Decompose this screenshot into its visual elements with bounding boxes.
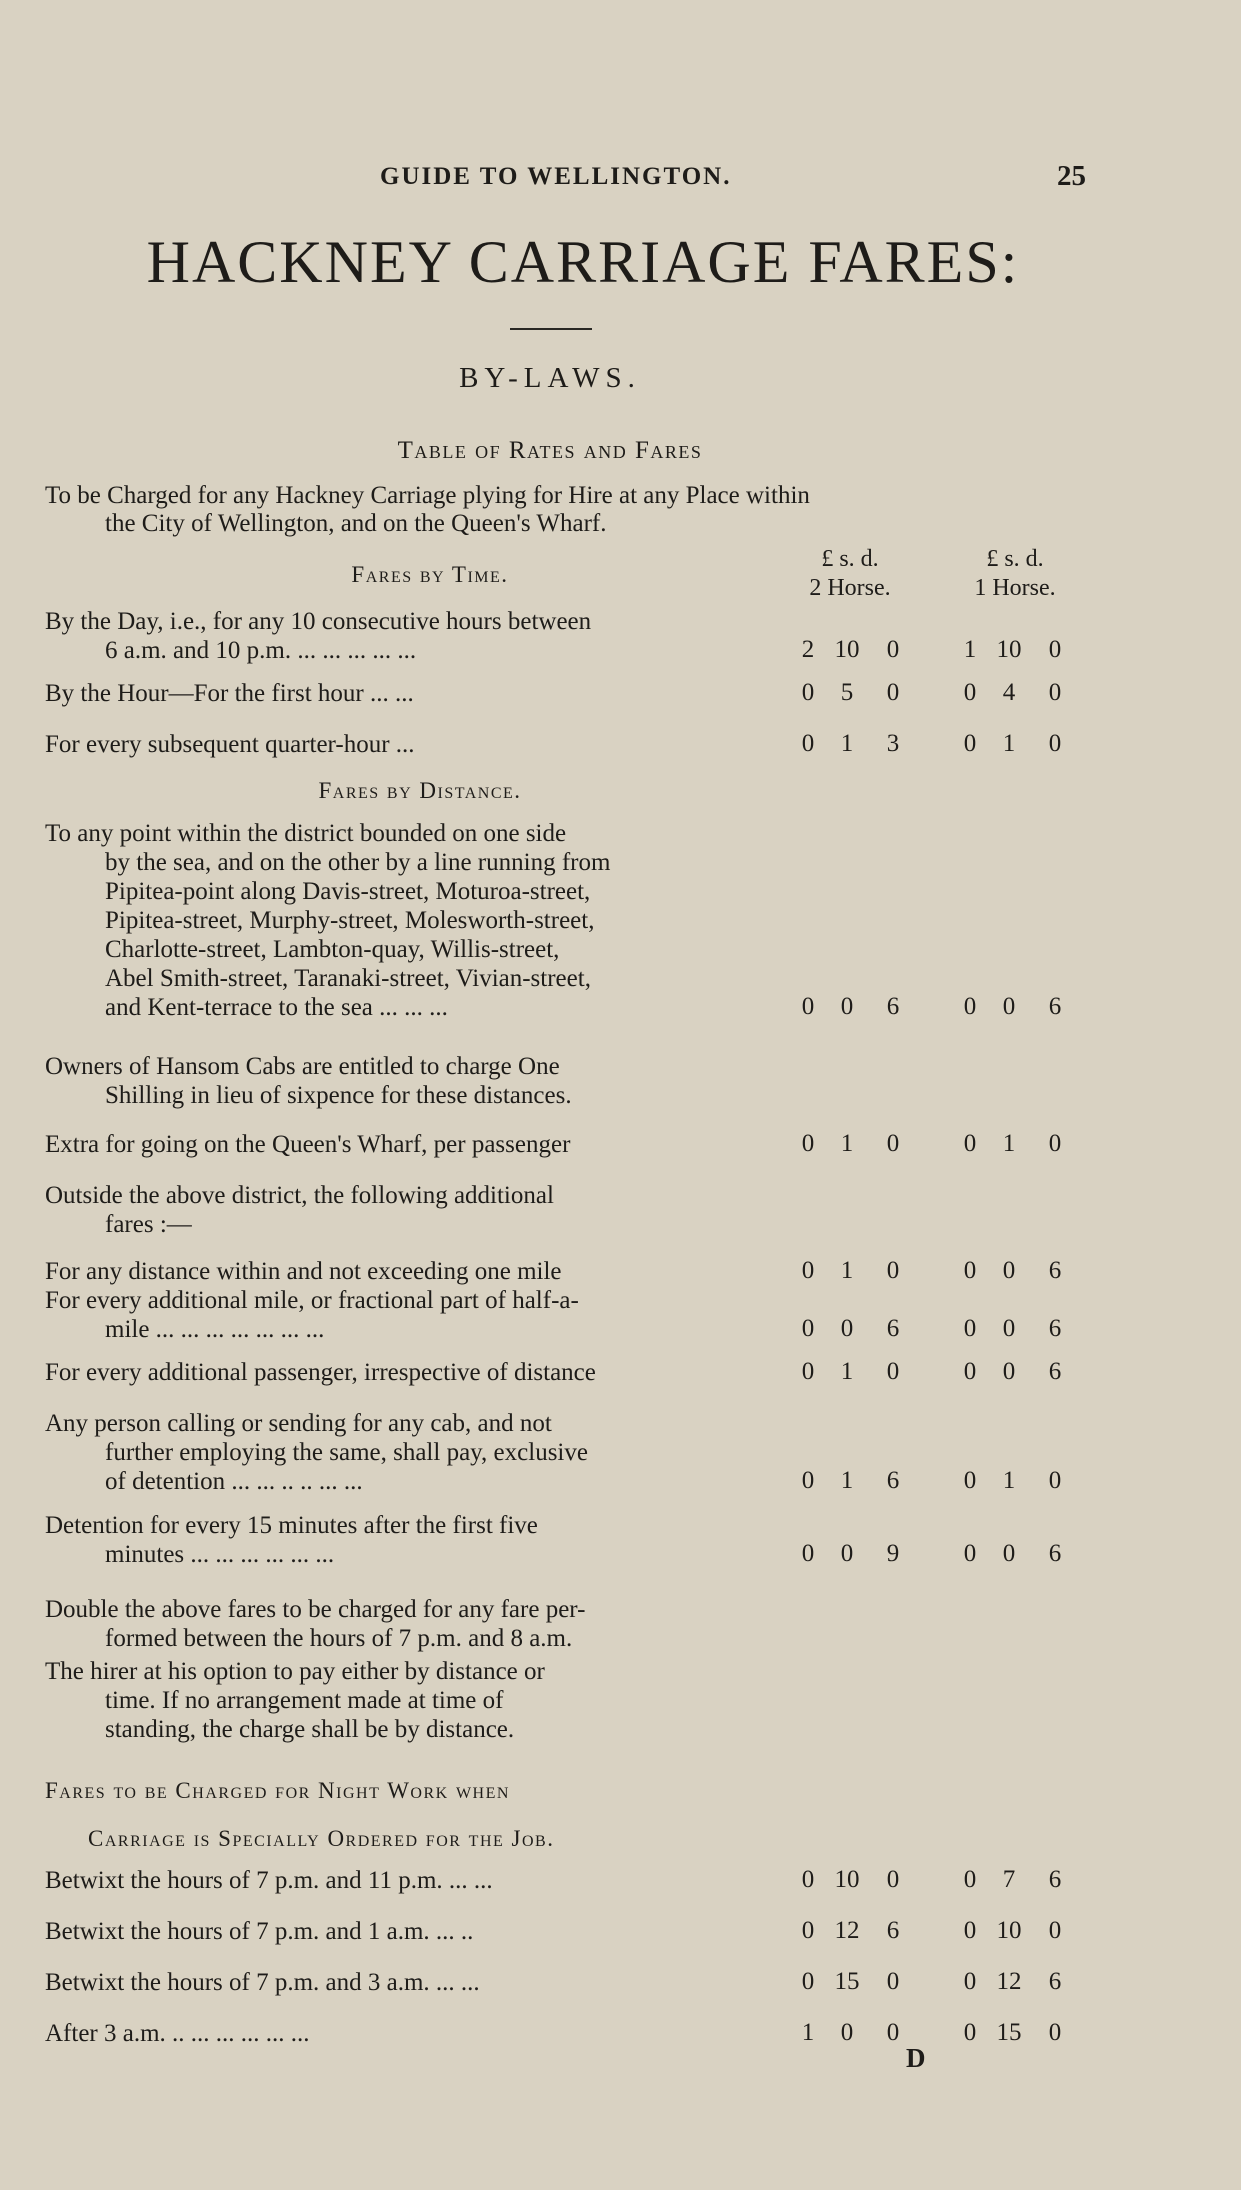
- shillings-value: 0: [1002, 1540, 1016, 1567]
- description-line: of detention ... ... .. .. ... ...: [105, 1468, 363, 1495]
- shillings-value: 0: [840, 1315, 854, 1342]
- intro-paragraph: [45, 482, 1185, 538]
- table-title: Table of Rates and Fares: [397, 437, 703, 464]
- description-line: Double the above fares to be charged for any fare per-: [45, 1596, 586, 1623]
- shillings-value: 0: [840, 2019, 854, 2046]
- intro-line: the City of Wellington, and on the Queen's Wharf.: [105, 510, 607, 537]
- pounds-value: 0: [963, 1467, 977, 1494]
- shillings-value: 12: [996, 1968, 1022, 1995]
- pounds-value: 0: [801, 679, 815, 706]
- column-units: £ s. d.: [821, 546, 879, 572]
- fare-row-description: [45, 1866, 493, 1895]
- column-units: £ s. d.: [986, 546, 1044, 572]
- intro-line: To be Charged for any Hackney Carriage plying for Hire at any Place within: [45, 482, 810, 509]
- pounds-value: 0: [801, 1467, 815, 1494]
- pence-value: 0: [1048, 636, 1062, 663]
- pence-value: 6: [886, 1467, 900, 1494]
- fare-row-description: [45, 1917, 473, 1946]
- shillings-value: 15: [996, 2019, 1022, 2046]
- shillings-value: 1: [840, 1358, 854, 1385]
- description-line: Betwixt the hours of 7 p.m. and 11 p.m. ... ...: [45, 1867, 493, 1894]
- shillings-value: 4: [1002, 679, 1016, 706]
- shillings-value: 15: [834, 1968, 860, 1995]
- description-line: 6 a.m. and 10 p.m. ... ... ... ... ...: [105, 637, 417, 664]
- pounds-value: 0: [963, 1130, 977, 1157]
- pounds-value: 0: [801, 1358, 815, 1385]
- fares-by-time-heading: Fares by Time.: [351, 562, 509, 587]
- fare-row-description: [45, 679, 414, 708]
- shillings-value: 10: [996, 636, 1022, 663]
- fare-row-description: [45, 1181, 554, 1239]
- signature-mark: D: [906, 2043, 926, 2073]
- fare-row-description: [45, 1358, 596, 1387]
- pounds-value: 0: [801, 1540, 815, 1567]
- column-label: 1 Horse.: [974, 575, 1056, 601]
- description-line: For every subsequent quarter-hour ...: [45, 731, 415, 758]
- pounds-value: 0: [801, 1917, 815, 1944]
- description-line: Betwixt the hours of 7 p.m. and 3 a.m. ... ...: [45, 1969, 480, 1996]
- pounds-value: 0: [801, 1257, 815, 1284]
- shillings-value: 5: [840, 679, 854, 706]
- column-label: 2 Horse.: [809, 575, 891, 601]
- fare-row-description: [45, 819, 610, 1022]
- pounds-value: 0: [963, 730, 977, 757]
- description-line: formed between the hours of 7 p.m. and 8 a.m.: [105, 1625, 573, 1652]
- description-line: Outside the above district, the following additional: [45, 1182, 554, 1209]
- running-title: GUIDE TO WELLINGTON.: [380, 163, 732, 190]
- pence-value: 0: [1048, 730, 1062, 757]
- shillings-value: 1: [840, 1130, 854, 1157]
- shillings-value: 10: [834, 636, 860, 663]
- pounds-value: 0: [963, 1917, 977, 1944]
- pence-value: 0: [886, 636, 900, 663]
- pence-value: 6: [1048, 1866, 1062, 1893]
- pence-value: 0: [886, 2019, 900, 2046]
- description-line: By the Day, i.e., for any 10 consecutive hours between: [45, 608, 592, 635]
- shillings-value: 0: [1002, 993, 1016, 1020]
- night-work-heading-line-2: Carriage is Specially Ordered for the Job.: [88, 1826, 555, 1851]
- column-header-one-horse: [950, 545, 1080, 603]
- pence-value: 6: [1048, 1257, 1062, 1284]
- fare-row-description: [45, 730, 415, 759]
- pence-value: 9: [886, 1540, 900, 1567]
- pounds-value: 0: [801, 1315, 815, 1342]
- pounds-value: 0: [801, 1866, 815, 1893]
- pence-value: 0: [1048, 2019, 1062, 2046]
- pounds-value: 0: [963, 1540, 977, 1567]
- pence-value: 0: [1048, 1467, 1062, 1494]
- fare-row-description: [45, 1595, 585, 1653]
- pounds-value: 0: [963, 2019, 977, 2046]
- pounds-value: 0: [801, 1130, 815, 1157]
- title-rule: [510, 328, 592, 330]
- pence-value: 6: [1048, 1540, 1062, 1567]
- description-line: further employing the same, shall pay, exclusive: [105, 1439, 588, 1466]
- shillings-value: 0: [1002, 1358, 1016, 1385]
- description-line: by the sea, and on the other by a line running from: [105, 849, 611, 876]
- pounds-value: 0: [963, 1968, 977, 1995]
- night-work-heading-line-1: Fares to be Charged for Night Work when: [45, 1778, 510, 1803]
- description-line: Pipitea-point along Davis-street, Moturoa-street,: [105, 878, 591, 905]
- pounds-value: 0: [963, 1866, 977, 1893]
- description-line: Shilling in lieu of sixpence for these distances.: [105, 1082, 572, 1109]
- description-line: time. If no arrangement made at time of: [105, 1687, 504, 1714]
- fare-row-description: [45, 1409, 588, 1496]
- shillings-value: 10: [834, 1866, 860, 1893]
- description-line: minutes ... ... ... ... ... ...: [105, 1541, 335, 1568]
- shillings-value: 1: [840, 730, 854, 757]
- fare-row-description: [45, 1257, 562, 1286]
- fare-row-description: [45, 1130, 570, 1159]
- pence-value: 0: [886, 679, 900, 706]
- shillings-value: 12: [834, 1917, 860, 1944]
- pounds-value: 1: [801, 2019, 815, 2046]
- description-line: For every additional passenger, irrespective of distance: [45, 1359, 596, 1386]
- pence-value: 0: [886, 1358, 900, 1385]
- description-line: The hirer at his option to pay either by distance or: [45, 1658, 545, 1685]
- description-line: Owners of Hansom Cabs are entitled to charge One: [45, 1053, 560, 1080]
- fare-row-description: [45, 1968, 480, 1997]
- shillings-value: 1: [840, 1467, 854, 1494]
- description-line: Extra for going on the Queen's Wharf, per passenger: [45, 1131, 571, 1158]
- description-line: and Kent-terrace to the sea ... ... ...: [105, 994, 448, 1021]
- fare-row-description: [45, 1511, 538, 1569]
- shillings-value: 0: [1002, 1315, 1016, 1342]
- page-number: 25: [1057, 160, 1086, 192]
- pence-value: 0: [1048, 679, 1062, 706]
- description-line: To any point within the district bounded on one side: [45, 820, 567, 847]
- description-line: For every additional mile, or fractional part of half-a-: [45, 1287, 579, 1314]
- description-line: Pipitea-street, Murphy-street, Molesworth-street,: [105, 907, 595, 934]
- section-title: BY-LAWS.: [459, 362, 641, 394]
- pounds-value: 0: [963, 1257, 977, 1284]
- description-line: standing, the charge shall be by distance.: [105, 1716, 515, 1743]
- fare-row-description: [45, 2019, 310, 2048]
- pence-value: 0: [886, 1866, 900, 1893]
- description-line: Any person calling or sending for any cab, and not: [45, 1410, 552, 1437]
- description-line: Detention for every 15 minutes after the first five: [45, 1512, 538, 1539]
- pounds-value: 2: [801, 636, 815, 663]
- pence-value: 0: [1048, 1917, 1062, 1944]
- shillings-value: 1: [1002, 1467, 1016, 1494]
- pounds-value: 1: [963, 636, 977, 663]
- shillings-value: 1: [1002, 730, 1016, 757]
- fare-row-description: [45, 1286, 579, 1344]
- description-line: By the Hour—For the first hour ... ...: [45, 680, 414, 707]
- shillings-value: 0: [840, 1540, 854, 1567]
- shillings-value: 7: [1002, 1866, 1016, 1893]
- description-line: Betwixt the hours of 7 p.m. and 1 a.m. ... ..: [45, 1918, 474, 1945]
- shillings-value: 0: [1002, 1257, 1016, 1284]
- pence-value: 6: [1048, 1968, 1062, 1995]
- column-header-two-horse: [785, 545, 915, 603]
- pence-value: 6: [1048, 1315, 1062, 1342]
- pounds-value: 0: [801, 730, 815, 757]
- pence-value: 6: [886, 1917, 900, 1944]
- fares-by-distance-heading: Fares by Distance.: [318, 778, 522, 803]
- pounds-value: 0: [963, 993, 977, 1020]
- pounds-value: 0: [963, 1358, 977, 1385]
- description-line: For any distance within and not exceeding one mile: [45, 1258, 562, 1285]
- shillings-value: 10: [996, 1917, 1022, 1944]
- pence-value: 3: [886, 730, 900, 757]
- main-title: HACKNEY CARRIAGE FARES:: [146, 229, 1020, 295]
- pence-value: 0: [886, 1968, 900, 1995]
- shillings-value: 0: [840, 993, 854, 1020]
- shillings-value: 1: [1002, 1130, 1016, 1157]
- description-line: Charlotte-street, Lambton-quay, Willis-street,: [105, 936, 560, 963]
- description-line: mile ... ... ... ... ... ... ...: [105, 1316, 325, 1343]
- pence-value: 0: [1048, 1130, 1062, 1157]
- pence-value: 6: [1048, 993, 1062, 1020]
- pounds-value: 0: [801, 1968, 815, 1995]
- pence-value: 0: [886, 1130, 900, 1157]
- pence-value: 0: [886, 1257, 900, 1284]
- shillings-value: 1: [840, 1257, 854, 1284]
- fare-row-description: [45, 1657, 545, 1744]
- description-line: fares :—: [105, 1211, 192, 1238]
- description-line: After 3 a.m. .. ... ... ... ... ...: [45, 2020, 310, 2047]
- pence-value: 6: [1048, 1358, 1062, 1385]
- pounds-value: 0: [963, 1315, 977, 1342]
- fare-row-description: [45, 1052, 572, 1110]
- pence-value: 6: [886, 1315, 900, 1342]
- description-line: Abel Smith-street, Taranaki-street, Vivian-street,: [105, 965, 591, 992]
- fare-row-description: [45, 607, 591, 665]
- pounds-value: 0: [801, 993, 815, 1020]
- pounds-value: 0: [963, 679, 977, 706]
- pence-value: 6: [886, 993, 900, 1020]
